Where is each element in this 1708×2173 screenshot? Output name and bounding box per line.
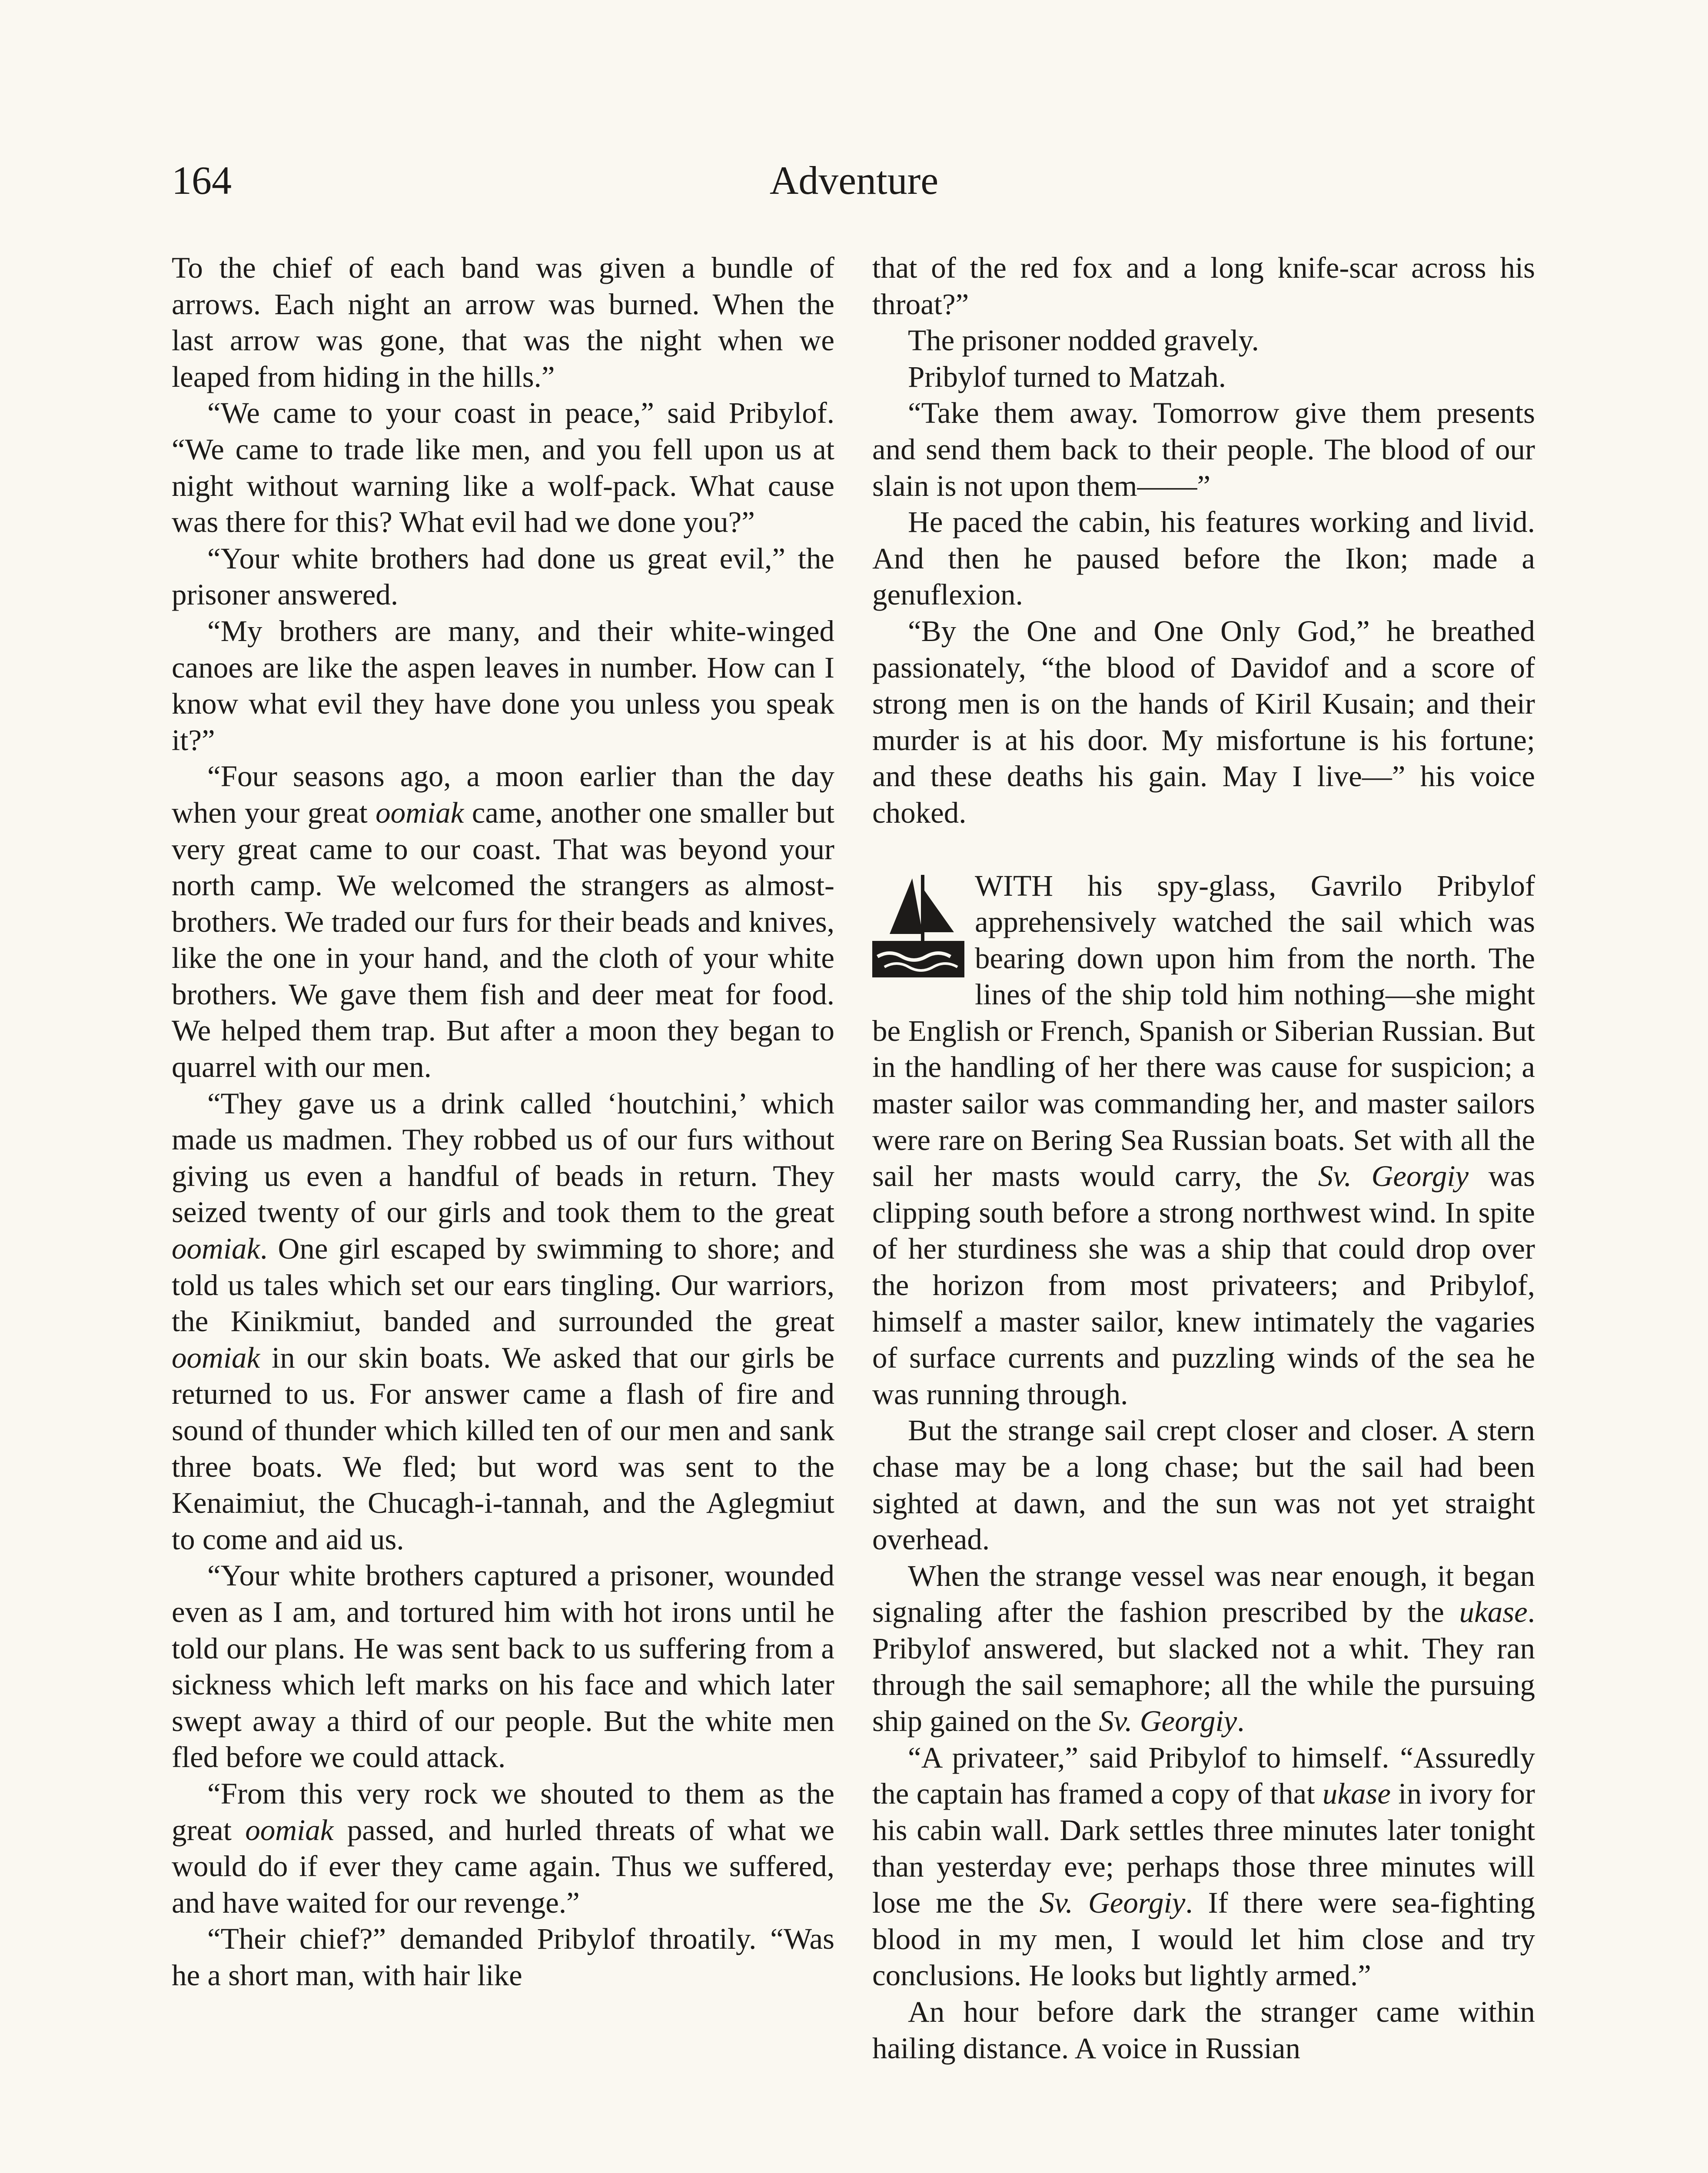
paragraph: “Take them away. Tomorrow give them presents and send them back to their people. The blood of our slain is not upon them——” xyxy=(872,396,1535,502)
paragraph: The prisoner nodded gravely. xyxy=(908,324,1259,357)
paragraph: “Your white brothers captured a prisoner, wounded even as I am, and tortured him with hot irons until he told our plans. He was sent back to us suffering from a sickness which left marks on his face and which later swept away a third of our people. But the white men fled before we could attack. xyxy=(172,1559,834,1774)
paragraph: He paced the cabin, his features working and livid. And then he paused before the Ikon; made a genuflexion. xyxy=(872,505,1535,611)
paragraph: Pribylof turned to Matzah. xyxy=(908,360,1226,393)
paragraph: “Four seasons ago, a moon earlier than the day when your great oomiak came, another one smaller but very great came to our coast. That was beyond your north camp. We welcomed the strangers as almost-brothers. We traded our furs for their beads and knives, like the one in your hand, and the cloth of your white brothers. We gave them fish and deer meat for food. We helped them trap. But after a moon they began to quarrel with our men. xyxy=(172,760,834,1084)
page-number: 164 xyxy=(172,158,232,203)
section-opening-paragraph: WITH his spy-glass, Gavrilo Pribylof apprehensively watched the sail which was bearing down upon him from the north. The lines of the ship told him nothing—she might be English or French, Spanish or Siberian Russian. But in the handling of her there was cause for suspicion; a master sailor was commanding her, and master sailors were rare on Bering Sea Russian boats. Set with all the sail her masts would carry, the Sv. Georgiy was clipping south before a strong northwest wind. In spite of her sturdiness she was a ship that could drop over the horizon from most privateers; and Pribylof, himself a master sailor, knew intimately the vagaries of surface currents and puzzling winds of the sea he was running through. xyxy=(872,869,1535,1411)
paragraph: An hour before dark the stranger came within hailing distance. A voice in Russian xyxy=(872,1995,1535,2065)
right-column xyxy=(872,250,1535,2067)
paragraph: When the strange vessel was near enough, it began signaling after the fashion prescribed by the ukase. Pribylof answered, but slacked not a whit. They ran through the sail semaphore; all the while the pursuing ship gained on the Sv. Georgiy. xyxy=(872,1559,1535,1738)
sailboat-drop-icon xyxy=(872,873,964,977)
paragraph: But the strange sail crept closer and closer. A stern chase may be a long chase; but the sail had been sighted at dawn, and the sun was not yet straight overhead. xyxy=(872,1414,1535,1556)
paragraph: “From this very rock we shouted to them as the great oomiak passed, and hurled threats of what we would do if ever they came again. Thus we suffered, and have waited for our revenge.” xyxy=(172,1777,834,1919)
paragraph: To the chief of each band was given a bundle of arrows. Each night an arrow was burned. When the last arrow was gone, that was the night when we leaped from hiding in the hills.” xyxy=(172,251,834,393)
paragraph: “Your white brothers had done us great evil,” the prisoner answered. xyxy=(172,542,834,611)
paragraph: “A privateer,” said Pribylof to himself. “Assuredly the captain has framed a copy of that ukase in ivory for his cabin wall. Dark settles three minutes later tonight than yesterday eve; perhaps those three minutes will lose me the Sv. Georgiy. If there were sea-fighting blood in my men, I would let him close and try conclusions. He looks but lightly armed.” xyxy=(872,1741,1535,1992)
paragraph: “They gave us a drink called ‘houtchini,’ which made us madmen. They robbed us of our furs without giving us even a handful of beads in return. They seized twenty of our girls and took them to the great oomiak. One girl escaped by swimming to shore; and told us tales which set our ears tingling. Our warriors, the Kinikmiut, banded and surrounded the great oomiak in our skin boats. We asked that our girls be returned to us. For answer came a flash of fire and sound of thunder which killed ten of our men and sank three boats. We fled; but word was sent to the Kenaimiut, the Chucagh-i-tannah, and the Aglegmiut to come and aid us. xyxy=(172,1086,834,1556)
paragraph: “By the One and One Only God,” he breathed passionately, “the blood of Davidof and a score of strong men is on the hands of Kiril Kusain; and their murder is at his door. My misfortune is his fortune; and these deaths his gain. May I live—” his voice choked. xyxy=(872,614,1535,829)
paragraph: “Their chief?” demanded Pribylof throatily. “Was he a short man, with hair like xyxy=(172,1922,834,1992)
paragraph: “My brothers are many, and their white-winged canoes are like the aspen leaves in number. How can I know what evil they have done you unless you speak it?” xyxy=(172,614,834,757)
page-header xyxy=(172,154,1536,211)
running-title: Adventure xyxy=(769,158,939,203)
paragraph: “We came to your coast in peace,” said Pribylof. “We came to trade like men, and you fell upon us at night without warning like a wolf-pack. What cause was there for this? What evil had we done you?” xyxy=(172,396,834,539)
left-column xyxy=(172,250,834,1994)
paragraph: that of the red fox and a long knife-scar across his throat?” xyxy=(872,251,1535,321)
